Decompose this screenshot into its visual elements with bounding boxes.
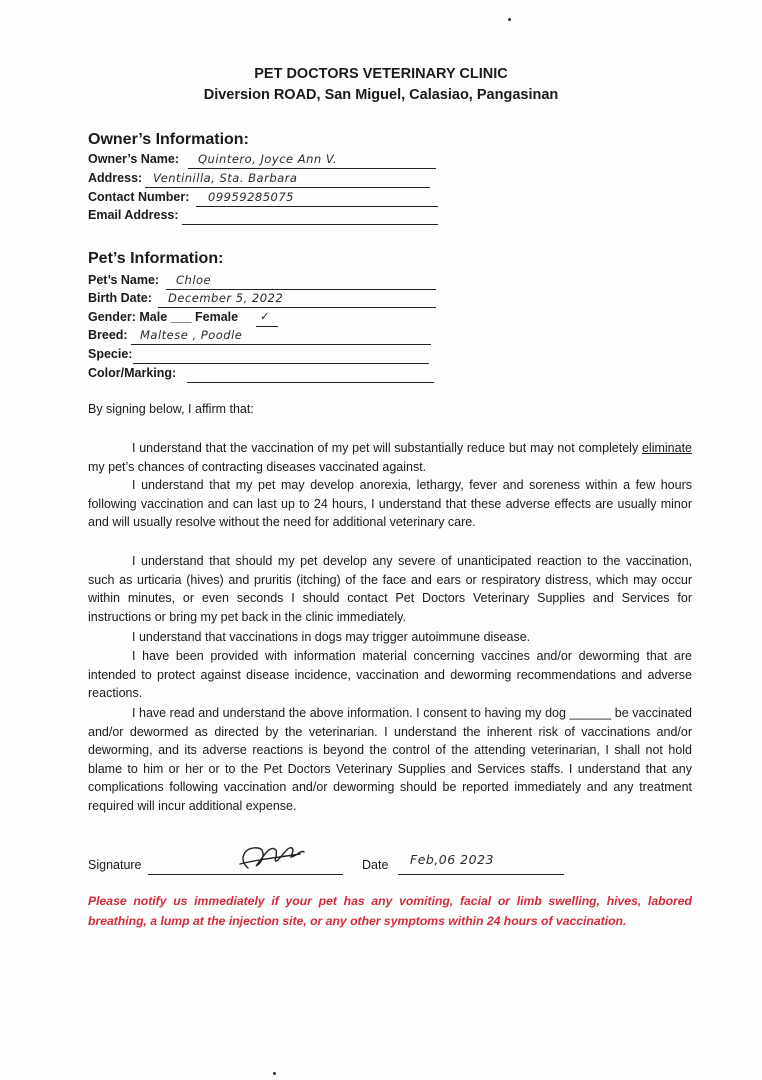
- owner-contact-line: [196, 206, 438, 207]
- clinic-address: Diversion ROAD, San Miguel, Calasiao, Pangasinan: [203, 87, 559, 103]
- consent-paragraph-2: I understand that my pet may develop anorexia, lethargy, fever and soreness within a few hours following vaccination and can last up to 24 hours, I understand that these adverse effects are usually minor and will usually resolve without the need for additional veterinary care.: [88, 478, 692, 530]
- signature-row: [88, 852, 692, 878]
- consent-paragraph-6: I have read and understand the above information. I consent to having my dog ______ be vaccinated and/or dewormed as directed by the veterinarian. I understand the inherent risk of vaccinations and/or deworming, and its adverse reactions is beyond the control of the attending veterinarian, I shall not hold blame to him or her or to the Pet Doctors Veterinary Supplies and Services staffs. I understand that any complications following vaccination and/or deworming should be reported immediately and any treatment required will incur additional expense.: [88, 706, 692, 813]
- pet-specie-line: [133, 363, 429, 364]
- consent-p1-underlined: eliminate: [641, 441, 692, 455]
- owner-address-line: [145, 187, 430, 188]
- owner-contact-label: Contact Number:: [88, 190, 190, 204]
- pet-breed-value: Maltese , Poodle: [140, 328, 243, 342]
- pet-gender-label: Gender: Male ___ Female: [88, 310, 239, 324]
- owner-address-label: Address:: [88, 171, 143, 185]
- owner-email-label: Email Address:: [88, 208, 179, 222]
- post-vaccination-notice: Please notify us immediately if your pet has any vomiting, facial or limb swelling, hives, labored breathing, a lump at the injection site, or any other symptoms within 24 hours of vaccination.: [88, 894, 692, 928]
- date-label: Date: [362, 858, 389, 872]
- consent-p1-text: I understand that the vaccination of my pet will substantially reduce but may not completely: [132, 441, 642, 455]
- owner-address-value: Ventinilla, Sta. Barbara: [153, 171, 298, 185]
- pet-breed-line: [131, 344, 431, 345]
- pet-gender-mark: ✓: [260, 309, 271, 323]
- scan-speck: [508, 18, 511, 21]
- owner-name-line: [188, 168, 436, 169]
- pet-breed-label: Breed:: [88, 328, 128, 342]
- pet-specie-label: Specie:: [88, 347, 133, 361]
- pet-gender-female-line: [256, 326, 278, 327]
- pet-color-line: [187, 382, 434, 383]
- pet-name-value: Chloe: [176, 273, 212, 287]
- pet-birth-line: [158, 307, 436, 308]
- consent-p1-text-end: my pet’s chances of contracting diseases vaccinated against.: [88, 459, 427, 474]
- consent-paragraph-3: I understand that should my pet develop any severe of unanticipated reaction to the vaccination, such as urticaria (hives) and pruritis (itching) of the face and ears or respiratory distress, which may occur within minutes, or even seconds I should contact Pet Doctors Veterinary Supplies and Services for instructions or bring my pet back in the clinic immediately.: [88, 554, 692, 624]
- scan-speck: [273, 1072, 276, 1075]
- date-value: Feb,06 2023: [410, 852, 494, 867]
- pet-name-label: Pet’s Name:: [88, 273, 160, 287]
- clinic-name: PET DOCTORS VETERINARY CLINIC: [254, 66, 508, 82]
- pet-birth-value: December 5, 2022: [168, 291, 284, 305]
- pet-name-line: [166, 289, 436, 290]
- handwritten-signature: [234, 838, 306, 878]
- consent-intro: By signing below, I affirm that:: [88, 402, 254, 416]
- signature-label: Signature: [88, 858, 142, 872]
- owner-contact-value: 09959285075: [208, 190, 294, 204]
- owner-name-value: Quintero, Joyce Ann V.: [198, 152, 338, 166]
- pet-birth-label: Birth Date:: [88, 291, 152, 305]
- date-line: [398, 874, 564, 875]
- owner-section-title: Owner’s Information:: [88, 131, 249, 148]
- pet-color-label: Color/Marking:: [88, 366, 177, 380]
- owner-name-label: Owner’s Name:: [88, 152, 180, 166]
- pet-section-title: Pet’s Information:: [88, 250, 224, 267]
- consent-paragraph-5: I have been provided with information material concerning vaccines and/or deworming that are intended to protect against disease incidence, vaccination and deworming recommendations and adverse reactions.: [88, 649, 692, 701]
- owner-email-line: [182, 224, 438, 225]
- consent-paragraph-1: [88, 439, 692, 476]
- consent-paragraph-4: I understand that vaccinations in dogs may trigger autoimmune disease.: [132, 630, 531, 644]
